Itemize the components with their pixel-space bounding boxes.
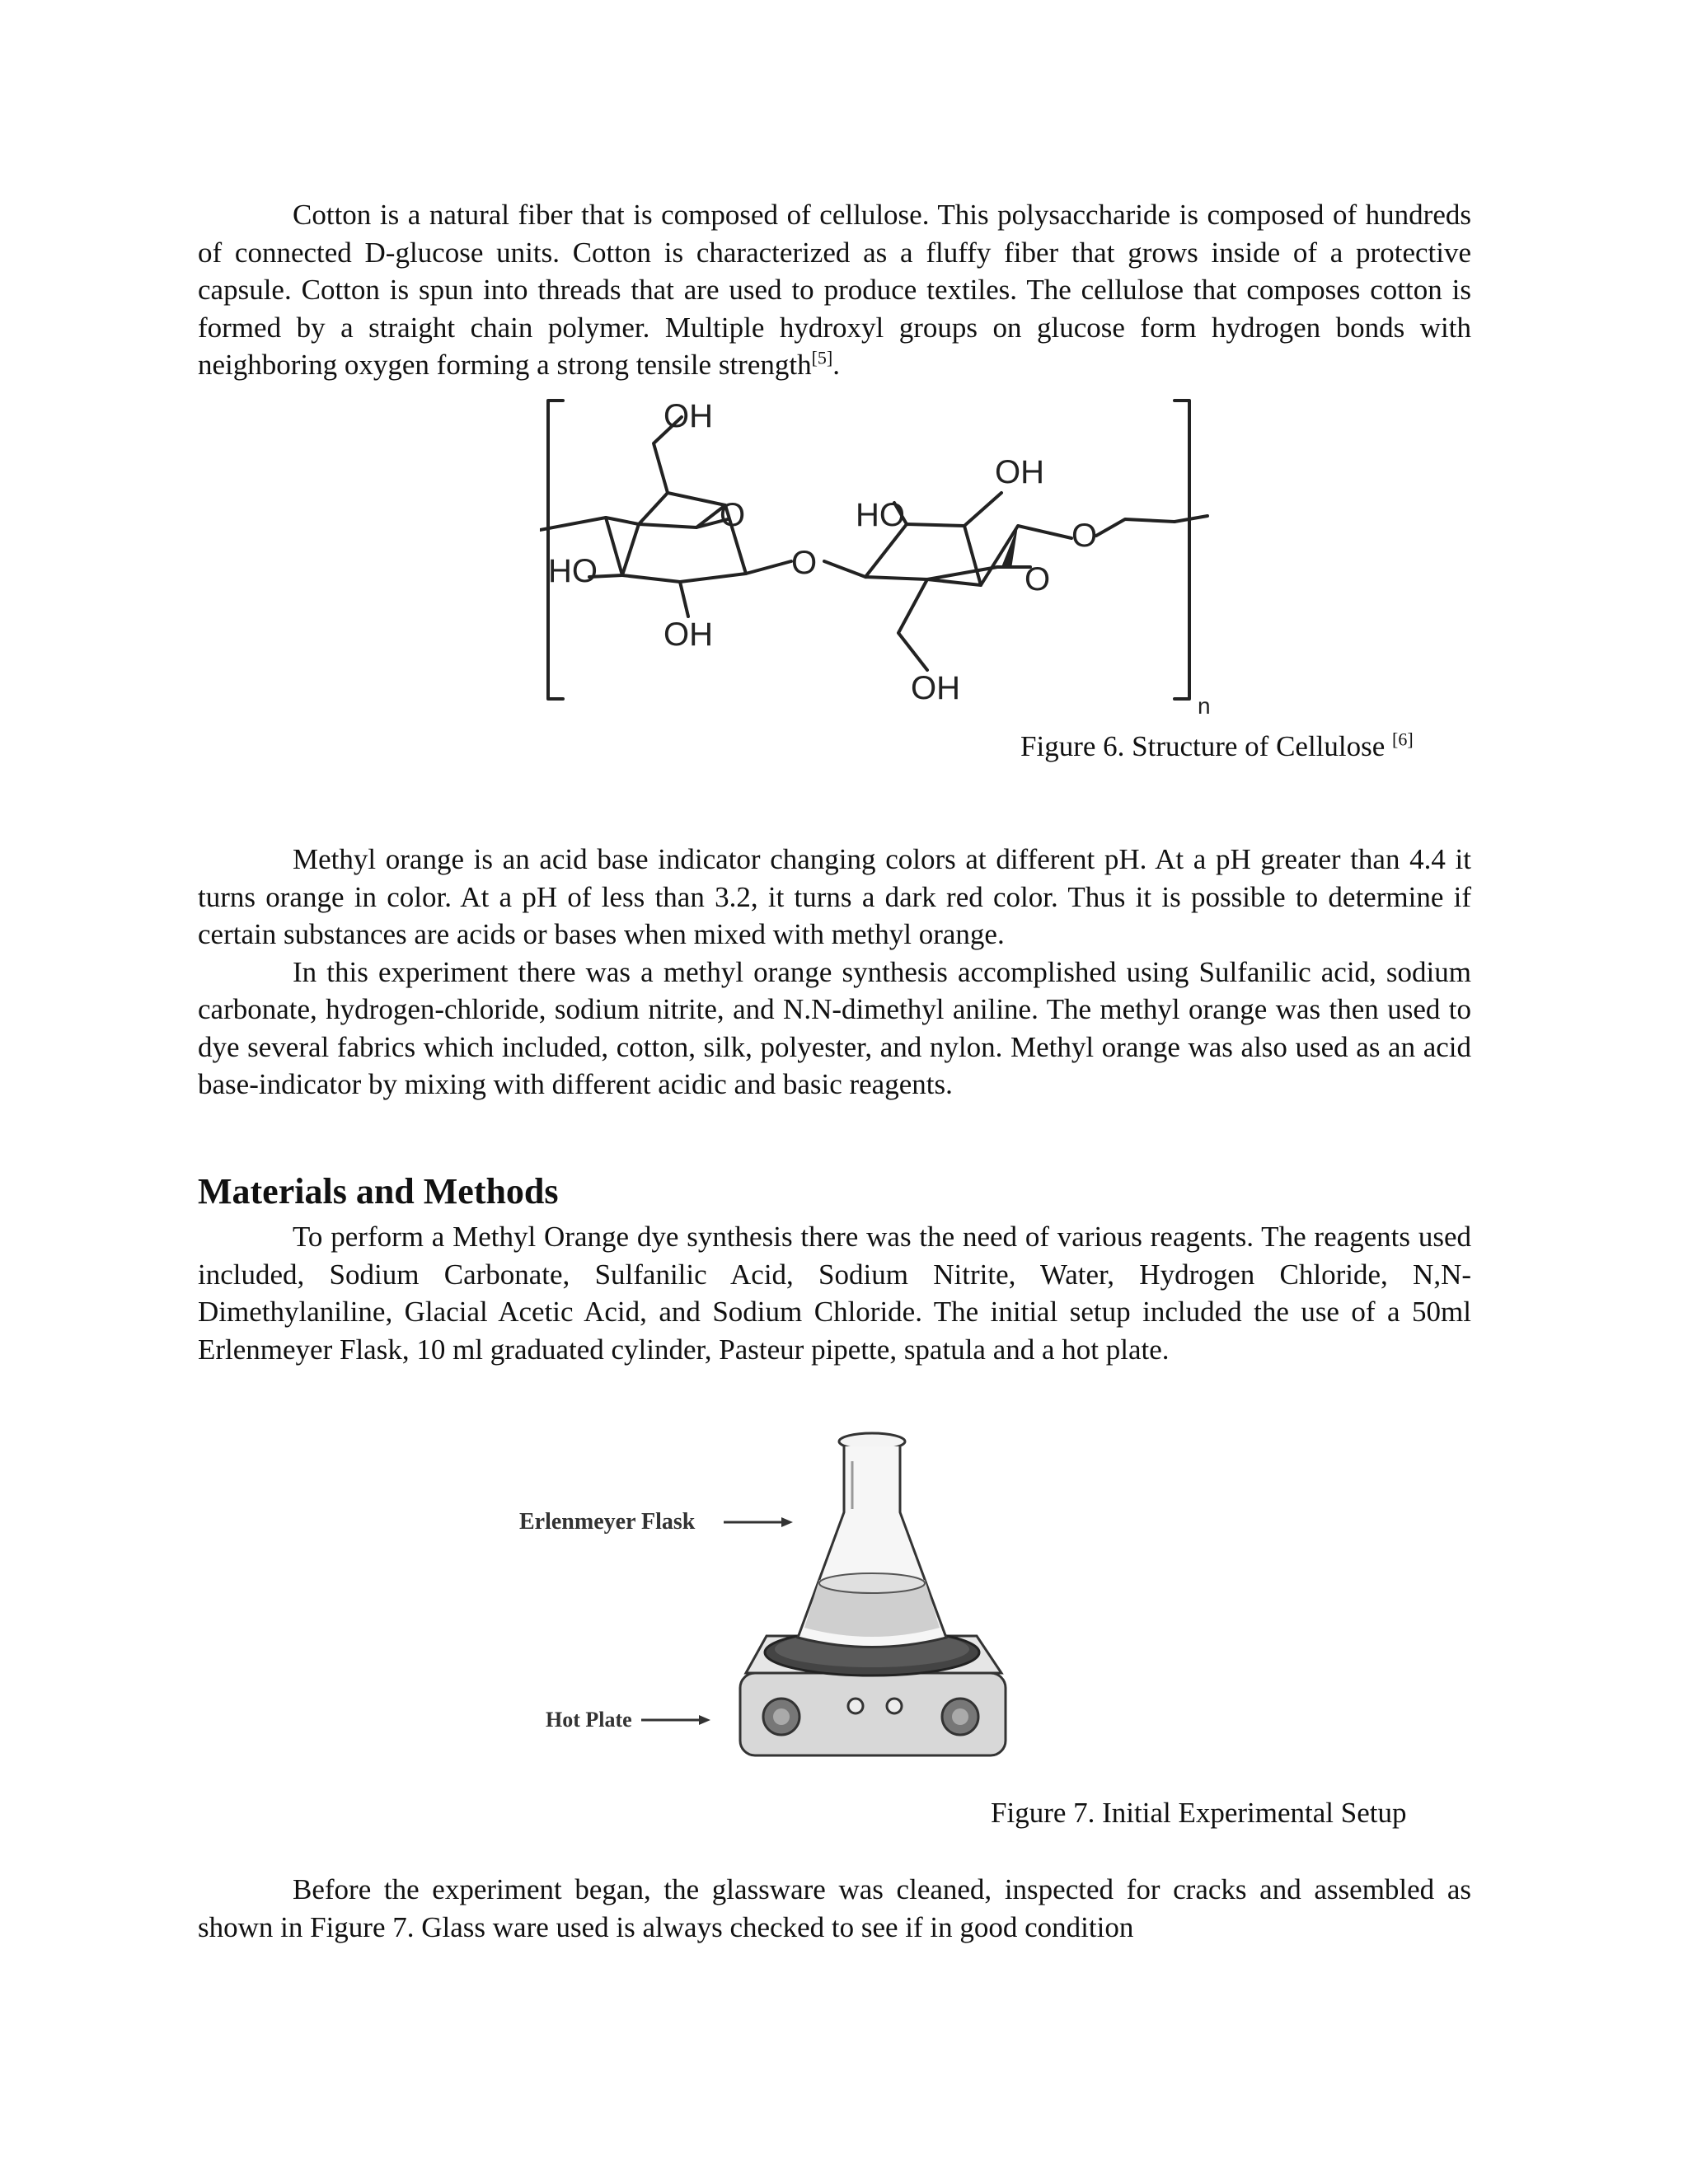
methods-paragraph: To perform a Methyl Orange dye synthesis there was the need of various reagents. The reagents used included, Sodium Carbonate, Sulfanilic Acid, Sodium Nitrite, Water, Hydrogen Chloride, N,N-Dimethylaniline, Glacial Acetic Acid, and Sodium Chloride. The initial setup included the use of a 50ml Erlenmeyer Flask, 10 ml graduated cylinder, Pasteur pipette, spatula and a hot plate. xyxy=(198,1221,1471,1366)
closing-section xyxy=(198,1871,1471,1946)
hot-plate-label: Hot Plate xyxy=(546,1708,632,1732)
label-ho-ring2: HO xyxy=(856,497,905,533)
flask-label: Erlenmeyer Flask xyxy=(519,1509,696,1535)
label-n-subscript: n xyxy=(1198,693,1211,717)
figure7-caption: Figure 7. Initial Experimental Setup xyxy=(991,1797,1407,1829)
label-oh-right-top: OH xyxy=(995,454,1044,490)
closing-paragraph: Before the experiment began, the glassware was cleaned, inspected for cracks and assembled as shown in Figure 7. Glass ware used is always checked to see if in good condition xyxy=(198,1873,1471,1943)
intro-section xyxy=(198,196,1471,384)
label-oh-bottom1: OH xyxy=(663,616,713,653)
figure6-caption: Figure 6. Structure of Cellulose [6] xyxy=(1020,729,1414,762)
intro-paragraph xyxy=(198,196,1471,384)
label-ho-left: HO xyxy=(548,553,598,589)
cellulose-structure-diagram xyxy=(540,394,1216,717)
methyl-section xyxy=(198,841,1471,1104)
label-o-end: O xyxy=(1071,518,1098,554)
label-o-bridge: O xyxy=(791,545,818,581)
methyl-paragraph-1: Methyl orange is an acid base indicator changing colors at different pH. At a pH greater than 4.4 it turns orange in color. At a pH of less than 3.2, it turns a dark red color. Thus it is possible to determine if certain substances are acids or bases when mixed with methyl orange. xyxy=(198,843,1471,950)
intro-period: . xyxy=(832,349,840,381)
label-oh-top: OH xyxy=(663,398,713,434)
right-bracket xyxy=(1175,401,1189,699)
label-o-ring2: O xyxy=(1025,561,1051,598)
experimental-setup-diagram xyxy=(519,1430,1030,1776)
methyl-paragraph-2: In this experiment there was a methyl orange synthesis accomplished using Sulfanilic acid, sodium carbonate, hydrogen-chloride, sodium nitrite, and N.N-dimethyl aniline. The methyl orange was then used to dye several fabrics which included, cotton, silk, polyester, and nylon. Methyl orange was also used as an acid base-indicator by mixing with different acidic and basic reagents. xyxy=(198,955,1471,1100)
citation-6: [6] xyxy=(1392,729,1414,750)
citation-5: [5] xyxy=(811,347,833,368)
methods-heading: Materials and Methods xyxy=(198,1171,559,1212)
label-oh-bottom2: OH xyxy=(911,670,960,706)
intro-text: Cotton is a natural fiber that is composed of cellulose. This polysaccharide is composed of hundreds of connected D-glucose units. Cotton is characterized as a fluffy fiber that grows inside of a protective capsule. Cotton is spun into threads that are used to produce textiles. The cellulose that composes cotton is formed by a straight chain polymer. Multiple hydroxyl groups on glucose form hydrogen bonds with neighboring oxygen forming a strong tensile strength xyxy=(198,199,1471,381)
left-bracket xyxy=(548,401,563,699)
erlenmeyer-flask xyxy=(798,1433,946,1647)
label-o-ring1: O xyxy=(720,497,746,533)
methods-section xyxy=(198,1218,1471,1368)
